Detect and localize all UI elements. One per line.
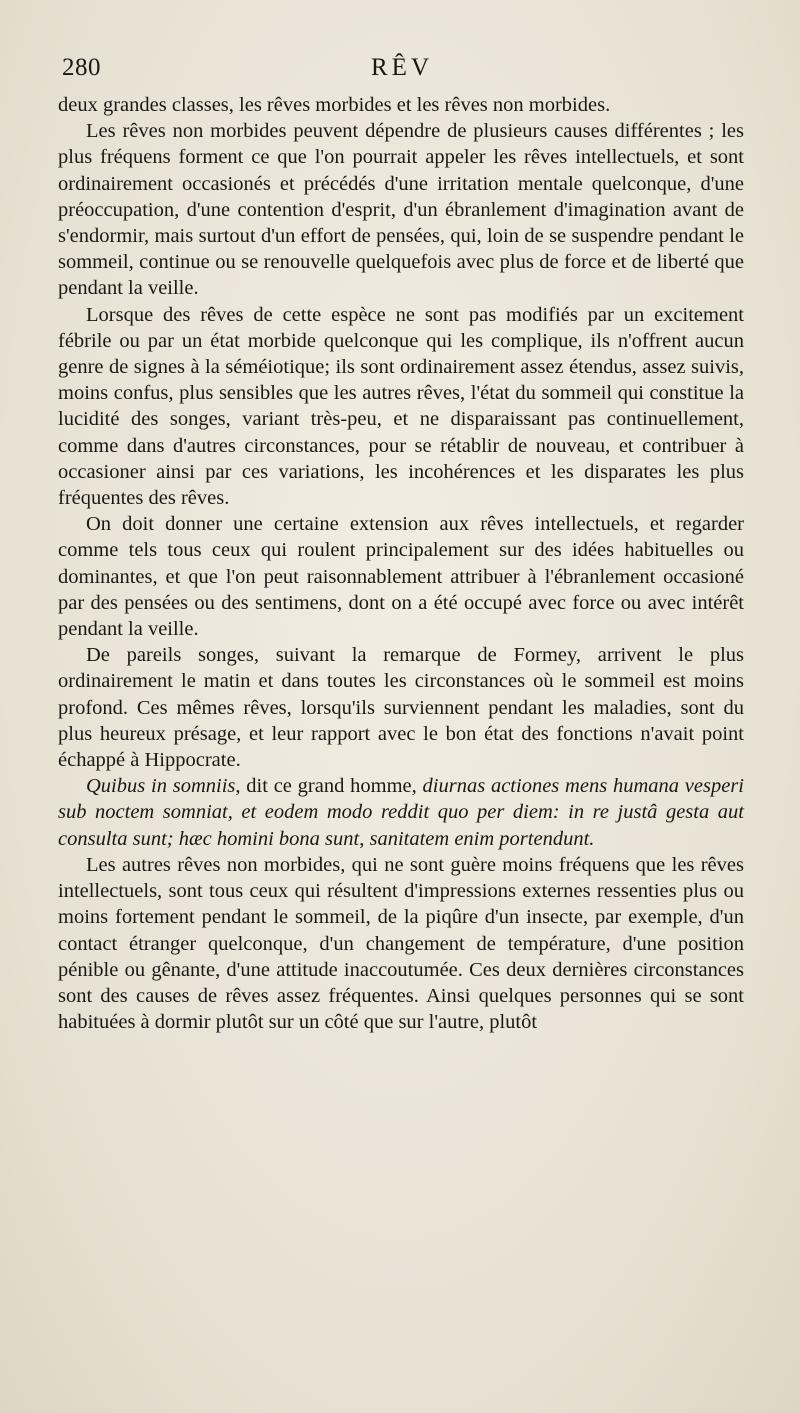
body-text (58, 92, 744, 1035)
paragraph-intellectual-dreams: Lorsque des rêves de cette espèce ne sont pas modifiés par un excitement fébrile ou par un état morbide quelconque qui les complique, ils n'offrent aucun genre de signes à la séméiotique; ils sont ordinairement assez étendus, assez suivis, moins confus, plus sensibles que les autres rêves, l'état du sommeil qui constitue la lucidité des songes, variant très-peu, et ne disparaissant pas continuellement, comme dans d'autres circonstances, pour se rétablir de nouveau, et contribuer à occasioner ainsi par ces variations, les incohérences et les disparates les plus fréquentes des rêves. (58, 303, 744, 510)
paragraph-extension: On doit donner une certaine extension aux rêves intellectuels, et regarder comme tels tous ceux qui roulent principalement sur des idées habituelles ou dominantes, et que l'on peut raisonnablement attribuer à l'ébranlement occasioné par des pensées ou des sentimens, dont on a été occupé avec force ou avec intérêt pendant la veille. (58, 513, 744, 641)
quote-latin-body: diurnas actiones mens humana vesperi sub noctem somniat, et eodem modo reddit quo per diem: in re justâ gesta aut consulta sunt; hæc homini bona sunt (58, 775, 744, 850)
quote-attribution: , dit ce grand homme, (235, 775, 423, 798)
running-head: RÊV (371, 54, 433, 81)
paragraph-continued: deux grandes classes, les rêves morbides et les rêves non morbides. (58, 94, 611, 116)
paragraph-external-impressions: Les autres rêves non morbides, qui ne sont guère moins fréquens que les rêves intellectuels, sont tous ceux qui résultent d'impressions externes ressenties plus ou moins fortement pendant le sommeil, de la piqûre d'un insecte, par exemple, d'un contact étranger quelconque, d'un changement de température, d'une position pénible ou gênante, d'une attitude inaccoutumée. Ces deux dernières circonstances sont des causes de rêves assez fréquentes. Ainsi quelques personnes qui se sont habituées à dormir plutôt sur un côté que sur l'autre, plutôt (58, 853, 744, 1034)
quote-comma: , (359, 827, 370, 850)
quote-latin-end: sanitatem enim portendunt. (369, 827, 595, 850)
page-number: 280 (62, 54, 101, 81)
quote-latin-start: Quibus in somniis (86, 775, 236, 798)
paragraph-formey: De pareils songes, suivant la remarque de Formey, arrivent le plus ordinairement le matin et dans toutes les circonstances où le sommeil est moins profond. Ces mêmes rêves, lorsqu'ils surviennent pendant les maladies, sont du plus heureux présage, et leur rapport avec le bon état des fonctions n'avait point échappé à Hippocrate. (58, 644, 744, 772)
paragraph-non-morbid-dreams: Les rêves non morbides peuvent dépendre de plusieurs causes différentes ; les plus fréquens forment ce que l'on pourrait appeler les rêves intellectuels, et sont ordinairement occasionés et précédés d'une irritation mentale quelconque, d'une préoccupation, d'une contention d'esprit, d'un ébranlement d'imagination avant de s'endormir, mais surtout d'un effort de pensées, qui, loin de se suspendre pendant le sommeil, continue ou se renouvelle quelquefois avec plus de force et de liberté que pendant la veille. (58, 120, 744, 300)
paragraph-hippocrates-quote (58, 773, 744, 852)
page-header (62, 54, 742, 88)
